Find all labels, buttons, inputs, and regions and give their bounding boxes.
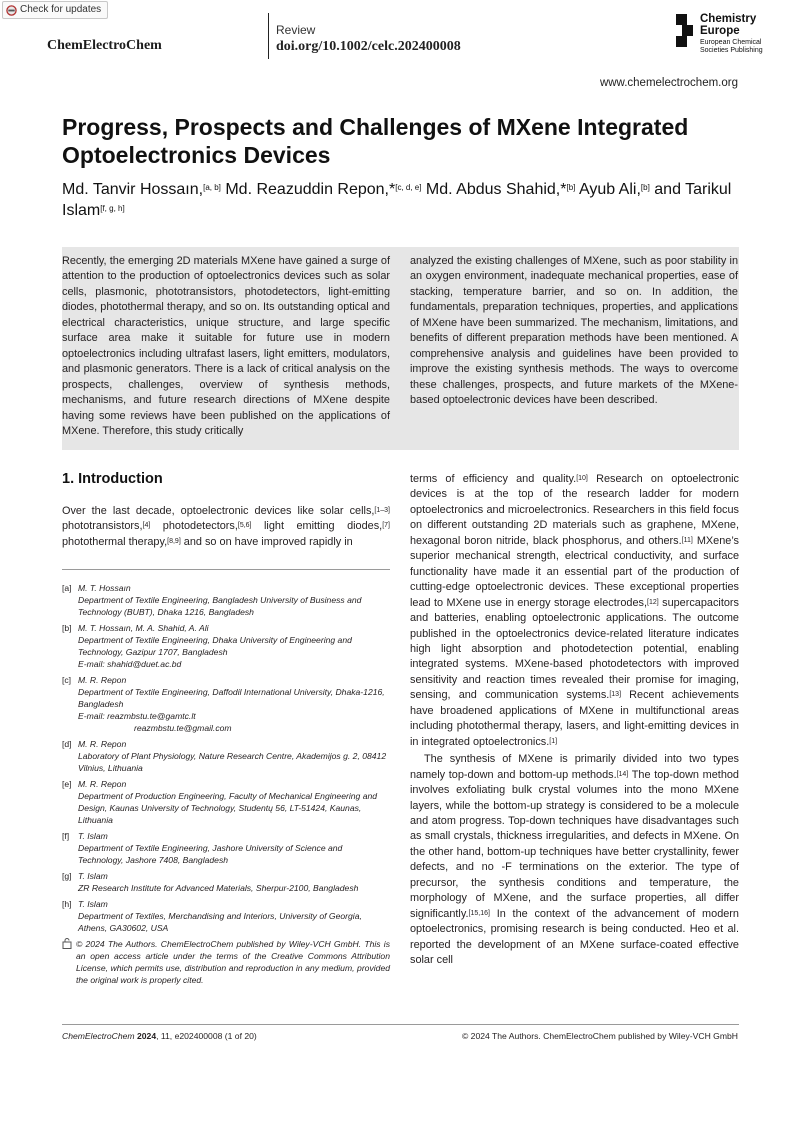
affiliation-line: M. R. Repon (78, 675, 127, 685)
author-affiliation: [f, g, h] (100, 204, 125, 213)
email-link[interactable]: E-mail: reazmbstu.te@gamtc.lt (78, 711, 196, 721)
abstract-left-column: Recently, the emerging 2D materials MXene have gained a surge of attention to the production of optoelectronics devices such as solar cells, plasmonic, phototransistors, photodetectors, light-emitting diodes, photothermal therapy, and so on. Its outstanding optical and electrical characteristics, unique structure, and large specific surface area make it suitable for future use in modern optoelectronics including ultrafast lasers, light emitters, modulators, and plasmonic generators. There is a lack of critical analysis on the prospects, challenges, overview of synthesis methods, mechanisms, and future research directions of MXene despite having some reviews have been published on the applications of MXene. Therefore, this study critically (62, 255, 390, 437)
author-name: Md. Abdus Shahid,* (425, 181, 567, 198)
intro-paragraph (410, 752, 739, 968)
body-text: MXene’s superior mechanical strength, electrical conductivity, and surface functionality have made it an essential part of the production of cutting-edge optoelectronic devices. These exceptional properties lead to MXene use in energy storage electrodes, (410, 534, 739, 609)
body-text: Over the last decade, optoelectronic devices like solar cells, (62, 505, 375, 517)
affiliation-line: Department of Textile Engineering, Daffodil International University, Dhaka-1216, Bangladesh (78, 687, 385, 709)
author-affiliation: [b] (566, 183, 576, 192)
affiliation-line: T. Islam (78, 899, 108, 909)
affiliation-line: Department of Textiles, Merchandising and Interiors, University of Georgia, Athens, GA30602, USA (78, 911, 362, 933)
affiliation-line: M. R. Repon (78, 739, 127, 749)
affiliation-label: [a] (62, 583, 72, 593)
author-list (62, 179, 752, 221)
check-updates-label: Check for updates (20, 4, 102, 15)
affiliation-line: T. Islam (78, 871, 108, 881)
citation[interactable]: [7] (382, 522, 390, 530)
body-text: The synthesis of MXene is primarily divided into two types namely top-down and bottom-up methods. (410, 753, 739, 781)
author-affiliation: [b] (640, 183, 650, 192)
affiliations-list (62, 582, 390, 986)
body-text: photodetectors, (150, 520, 238, 533)
citation[interactable]: [14] (616, 770, 629, 778)
email-link[interactable]: E-mail: shahid@duet.ac.bd (78, 659, 182, 669)
footer-divider (62, 1024, 739, 1025)
intro-right-column (410, 472, 739, 969)
affiliation-item (62, 622, 390, 670)
author-affiliation: [a, b] (203, 183, 221, 192)
publisher-name (700, 13, 758, 37)
footnote-divider (62, 569, 390, 570)
affiliation-line: M. T. Hossaın, M. A. Shahid, A. Ali (78, 623, 209, 633)
affiliation-line: M. T. Hossaın (78, 583, 131, 593)
body-text: supercapacitors and batteries, enabling optoelectronic applications. The outcome published in the optoelectronics device-related literature indicates high light absorption and photodetection potential, enabling integrated systems. MXene-based photodetectors with improved sensitivity and reaction times revealed their promise for imaging, sensing, and communication systems. (410, 596, 739, 702)
intro-left-paragraph (62, 504, 390, 550)
check-updates-icon (6, 5, 17, 16)
body-text: light emitting diodes, (251, 520, 383, 533)
article-title: Progress, Prospects and Challenges of MXene Integrated Optoelectronics Devices (62, 114, 689, 168)
publisher-subtitle (700, 39, 764, 55)
footer-year: 2024 (136, 1031, 157, 1041)
affiliation-label: [d] (62, 739, 72, 749)
author-name: Ayub Ali, (578, 181, 641, 198)
body-text: photothermal therapy, (62, 535, 168, 548)
affiliation-label: [f] (62, 831, 70, 841)
citation[interactable]: [15,16] (468, 909, 490, 917)
citation[interactable]: [10] (576, 475, 588, 482)
chemistry-europe-logo-icon (674, 12, 700, 48)
affiliation-label: [h] (62, 899, 72, 909)
journal-website-link[interactable]: www.chemelectrochem.org (599, 77, 738, 89)
affiliation-line: M. R. Repon (78, 779, 127, 789)
email-link[interactable]: reazmbstu.te@gmail.com (134, 723, 232, 733)
section-heading: 1. Introduction (62, 471, 163, 487)
citation[interactable]: [8,9] (167, 537, 181, 545)
affiliation-line: Department of Production Engineering, Faculty of Mechanical Engineering and Design, Kaunas University of Technology, Studentų 56, LT-51424, Kaunas, Lithuania (78, 791, 378, 825)
body-text: The top-down method involves exfoliating bulk crystal volumes into the mono MXene layers, while the bottom-up strategy is considered to be a molecule and atom progress. Top-down techniques have disadvantages such as small crystals, thickness irregularities, and defects in MXene. On the other hand, bottom-up techniques have better crystallinity, fewer defects, and no -F terminations on the exterior. The type of precursor, the synthesis conditions and temperature, the morphology of MXene, and the surface properties, all differ significantly. (410, 768, 739, 920)
journal-name: ChemElectroChem (47, 38, 162, 53)
affiliation-line: Department of Textile Engineering, Jashore University of Science and Technology, Jashore 7408, Bangladesh (78, 843, 343, 865)
affiliation-label: [g] (62, 871, 72, 881)
author-name: Md. Tanvir Hossaın, (62, 181, 204, 198)
citation[interactable]: [1–3] (374, 507, 390, 514)
citation[interactable]: [11] (681, 536, 693, 544)
body-text: In the context of the advancement of modern optoelectronics, promising research is being conducted. Heo et al. reported the development of an MXene surface-coated effective solar cell (410, 907, 739, 967)
license-notice (62, 938, 390, 986)
body-text: Research on optoelectronic devices is at the top of the research ladder for modern optoelectronics and microelectronics. Researchers in this field focus on different outstanding 2D materials such as graphene, MXene, hexagonal boron nitride, black phosphorus, and others. (410, 473, 740, 547)
publisher-name-text: Chemistry Europe (700, 13, 757, 37)
citation[interactable]: [13] (609, 691, 622, 699)
footer-citation (62, 1031, 257, 1041)
doi-link[interactable]: doi.org/10.1002/celc.202400008 (276, 39, 461, 54)
footer-copyright: © 2024 The Authors. ChemElectroChem published by Wiley-VCH GmbH (461, 1031, 738, 1041)
author-affiliation: [c, d, e] (395, 183, 422, 192)
author-name: and Tarikul Islam (62, 181, 732, 219)
header-divider (268, 13, 269, 59)
affiliation-item (62, 738, 390, 774)
body-text: Recent achievements have broadened applications of MXene in multifunctional areas including photothermal therapy, lasers, and light-emitting devices in in integrated optoelectronics. (410, 689, 739, 748)
footer-volume-pages: , 11, e202400008 (1 of 20) (156, 1031, 257, 1041)
citation[interactable]: [4] (142, 522, 151, 530)
article-type: Review (276, 23, 316, 37)
affiliation-item (62, 778, 390, 826)
affiliation-item (62, 898, 390, 934)
affiliation-item (62, 582, 390, 618)
citation[interactable]: [12] (647, 598, 659, 606)
abstract-right-column: analyzed the existing challenges of MXene, such as poor stability in an oxygen environment, inadequate mechanical properties, ease of stacking, temperature barrier, and so on. In addition, the fundamentals, preparation techniques, properties, and applications of MXene have been summarized. The mechanism, limitations, and benefits of different preparation methods have been mentioned. A comprehensive analysis and guidelines have been provided to improve the existing synthesis methods. The ways to overcome these challenges, prospects, and future markets of the MXene-based optoelectronic devices have been described. (410, 255, 738, 407)
affiliation-line: T. Islam (78, 831, 108, 841)
author-name: Md. Reazuddin Repon,* (225, 181, 396, 198)
affiliation-item (62, 674, 390, 734)
citation[interactable]: [5,6] (237, 522, 252, 530)
affiliation-item (62, 870, 390, 894)
affiliation-line: Department of Textile Engineering, Bangladesh University of Business and Technology (BUBT), Dhaka 1216, Bangladesh (78, 595, 362, 617)
citation[interactable]: [1] (549, 737, 558, 745)
footer-journal: ChemElectroChem (62, 1031, 135, 1041)
affiliation-line: Laboratory of Plant Physiology, Nature Research Centre, Akademijos g. 2, 08412 Vilnius, Lithuania (78, 751, 387, 773)
affiliation-label: [c] (62, 675, 72, 685)
affiliation-item (62, 830, 390, 866)
open-access-icon (62, 938, 76, 986)
body-text: and so on have improved rapidly in (180, 535, 353, 548)
affiliation-label: [e] (62, 779, 72, 789)
affiliation-line: ZR Research Institute for Advanced Materials, Sherpur-2100, Bangladesh (78, 883, 359, 893)
publisher-subtitle-text: European Chemical Societies Publishing (700, 39, 763, 54)
body-text: phototransistors, (62, 520, 143, 533)
affiliation-line: Department of Textile Engineering, Dhaka University of Engineering and Technology, Gazipur 1707, Bangladesh (78, 635, 352, 657)
intro-paragraph (410, 472, 739, 750)
body-text: terms of efficiency and quality. (410, 473, 577, 485)
license-text: © 2024 The Authors. ChemElectroChem published by Wiley-VCH GmbH. This is an open access article under the terms of the Creative Commons Attribution License, which permits use, distribution and reproduction in any medium, provided the original work is properly cited. (76, 939, 390, 985)
check-for-updates-button[interactable] (2, 1, 108, 19)
affiliation-label: [b] (62, 623, 72, 633)
